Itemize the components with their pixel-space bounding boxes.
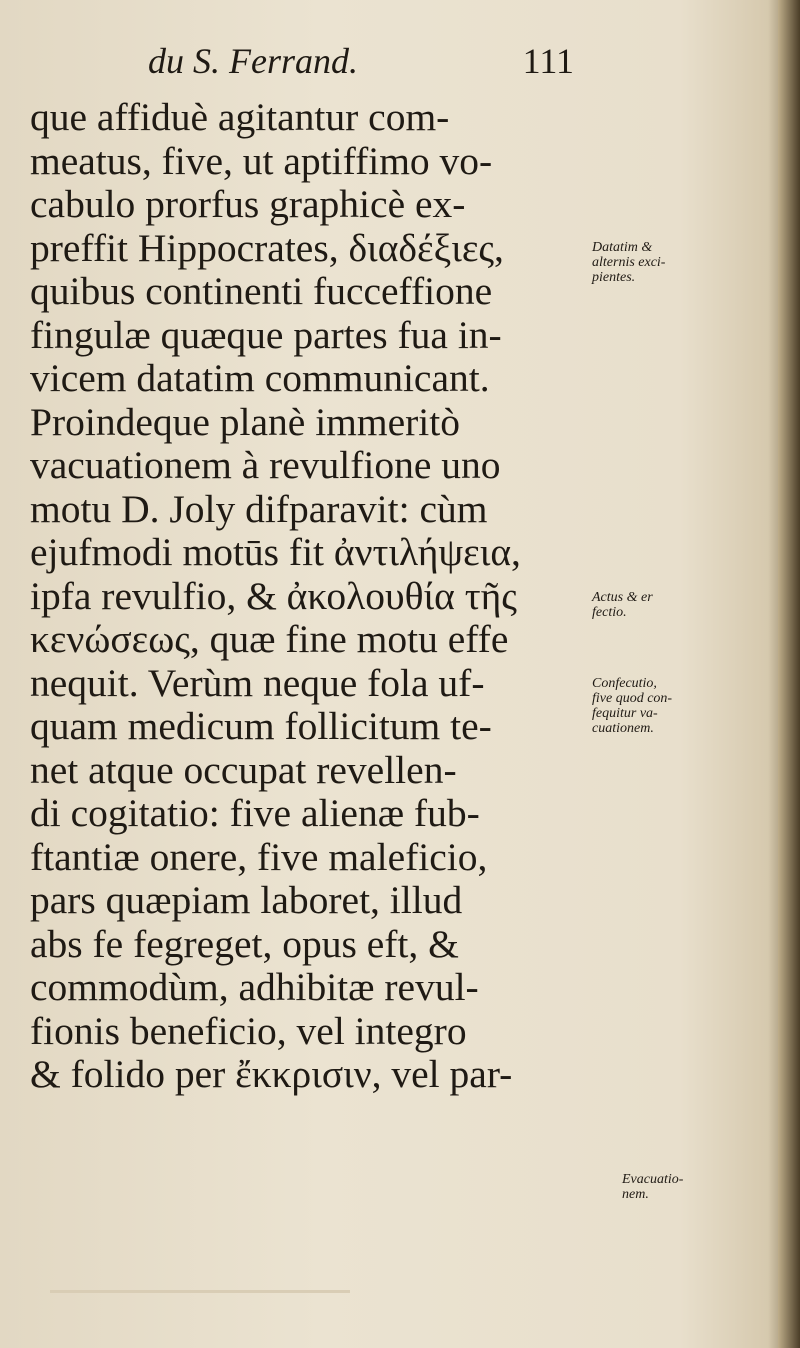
margin-note-line: alternis exci-	[592, 255, 666, 270]
text-line: ftantiæ onere, five maleficio,	[30, 834, 488, 879]
text-line: abs fe fegreget, opus eft, &	[30, 921, 459, 966]
margin-note-line: Confecutio,	[592, 676, 657, 691]
margin-note-line: nem.	[622, 1187, 649, 1202]
text-line: ejufmodi motūs fit ἀντιλήψεια,	[30, 530, 521, 574]
running-head: du S. Ferrand.	[148, 41, 358, 81]
text-line: quam medicum follicitum te-	[30, 704, 492, 748]
margin-note-line: five quod con-	[592, 691, 673, 706]
margin-note-line: pientes.	[592, 270, 636, 285]
margin-note-line: fectio.	[592, 605, 627, 620]
margin-note-line: Evacuatio-	[622, 1172, 684, 1187]
margin-note-line: Actus & er	[592, 590, 653, 605]
text-line: fionis beneficio, vel integro	[30, 1008, 467, 1053]
page-header	[130, 40, 580, 90]
text-line: motu D. Joly difparavit: cùm	[30, 486, 488, 531]
text-line: quibus continenti fucceffione	[30, 269, 493, 313]
margin-note-line: Datatim &	[592, 240, 653, 255]
text-line: κενώσεως, quæ fine motu effe	[30, 617, 509, 661]
margin-note	[592, 590, 772, 620]
text-line: fingulæ quæque partes fua in-	[30, 312, 502, 357]
text-line: net atque occupat revellen-	[30, 747, 457, 792]
page-number: 111	[522, 41, 574, 81]
margin-note	[592, 240, 772, 285]
text-line: di cogitatio: five alienæ fub-	[30, 791, 480, 835]
text-line: Proindeque planè immeritò	[30, 399, 461, 444]
text-line: que affiduè agitantur com-	[30, 95, 450, 139]
text-line: vicem datatim communicant.	[30, 356, 490, 400]
text-line: & folido per ἔκκρισιν, vel par-	[30, 1052, 513, 1096]
body-text	[30, 96, 590, 1097]
text-line: meatus, five, ut aptiffimo vo-	[30, 138, 493, 183]
text-line: commodùm, adhibitæ revul-	[30, 965, 479, 1009]
text-line: preffit Hippocrates, διαδέξιες,	[30, 225, 504, 270]
text-line: pars quæpiam laboret, illud	[30, 878, 463, 922]
margin-note-line: cuationem.	[592, 721, 654, 736]
margin-note	[592, 676, 772, 736]
text-line: cabulo prorfus graphicè ex-	[30, 182, 466, 226]
text-line: ipfa revulfio, & ἀκολουθία τῆς	[30, 573, 517, 618]
text-line: vacuationem à revulfione uno	[30, 443, 501, 487]
text-line: nequit. Verùm neque fola uf-	[30, 660, 485, 705]
margin-note	[622, 1172, 800, 1202]
paper-stain	[50, 1290, 350, 1293]
book-binding-edge	[778, 0, 800, 1348]
margin-note-line: fequitur va-	[592, 706, 658, 721]
